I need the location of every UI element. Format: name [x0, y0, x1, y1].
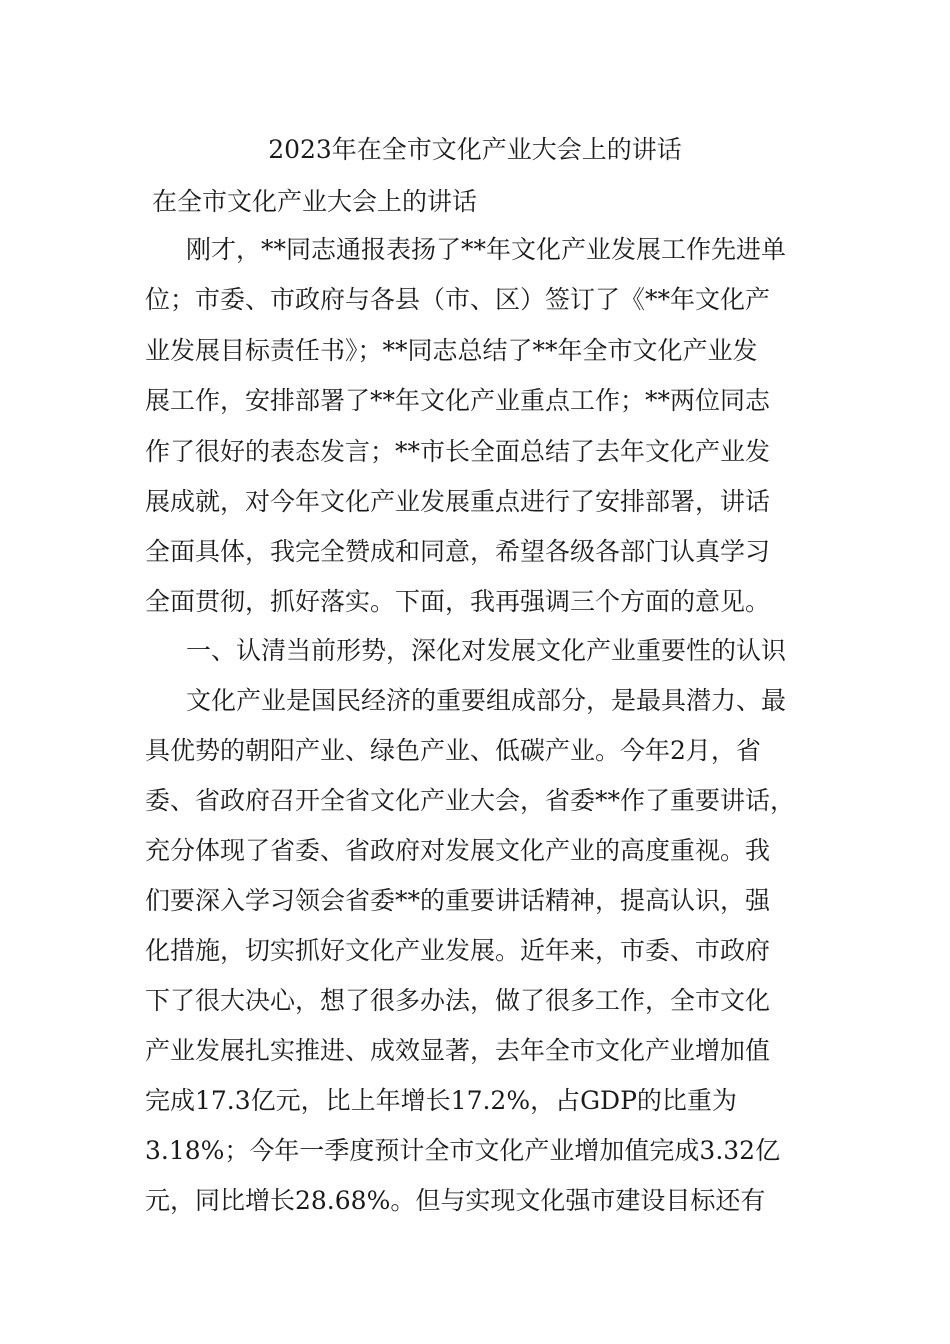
paragraph-line: 化措施，切实抓好文化产业发展。近年来，市委、市政府 — [145, 936, 771, 965]
paragraph-line: 3.18%；今年一季度预计全市文化产业增加值完成3.32亿 — [145, 1136, 781, 1165]
paragraph-line: 完成17.3亿元，比上年增长17.2%，占GDP的比重为 — [145, 1086, 737, 1115]
paragraph-line: 展成就，对今年文化产业发展重点进行了安排部署，讲话 — [145, 487, 771, 516]
section-heading: 一、认清当前形势，深化对发展文化产业重要性的认识 — [186, 636, 787, 665]
paragraph-line: 充分体现了省委、省政府对发展文化产业的高度重视。我 — [145, 836, 771, 865]
document-title: 2023年在全市文化产业大会上的讲话 — [268, 135, 682, 164]
paragraph-line: 委、省政府召开全省文化产业大会，省委**作了重要讲话， — [145, 786, 796, 815]
paragraph-line: 业发展目标责任书》；**同志总结了**年全市文化产业发 — [145, 336, 758, 365]
paragraph-line: 元，同比增长28.68%。但与实现文化强市建设目标还有 — [145, 1186, 766, 1215]
paragraph-line: 展工作，安排部署了**年文化产业重点工作；**两位同志 — [145, 386, 771, 415]
paragraph-line: 作了很好的表态发言；**市长全面总结了去年文化产业发 — [145, 437, 771, 466]
paragraph-line: 位；市委、市政府与各县（市、区）签订了《**年文化产 — [145, 285, 771, 314]
paragraph-line: 产业发展扎实推进、成效显著，去年全市文化产业增加值 — [145, 1036, 771, 1065]
paragraph-line: 刚才，**同志通报表扬了**年文化产业发展工作先进单 — [186, 235, 787, 264]
paragraph-line: 全面具体，我完全赞成和同意，希望各级各部门认真学习 — [145, 537, 771, 566]
paragraph-line: 全面贯彻，抓好落实。下面，我再强调三个方面的意见。 — [145, 587, 771, 616]
paragraph-line: 们要深入学习领会省委**的重要讲话精神，提高认识，强 — [145, 886, 771, 915]
paragraph-line: 具优势的朝阳产业、绿色产业、低碳产业。今年2月，省 — [145, 736, 761, 765]
paragraph-line: 文化产业是国民经济的重要组成部分，是最具潜力、最 — [186, 686, 787, 715]
document-subtitle: 在全市文化产业大会上的讲话 — [152, 187, 478, 216]
paragraph-line: 下了很大决心，想了很多办法，做了很多工作，全市文化 — [145, 986, 771, 1015]
